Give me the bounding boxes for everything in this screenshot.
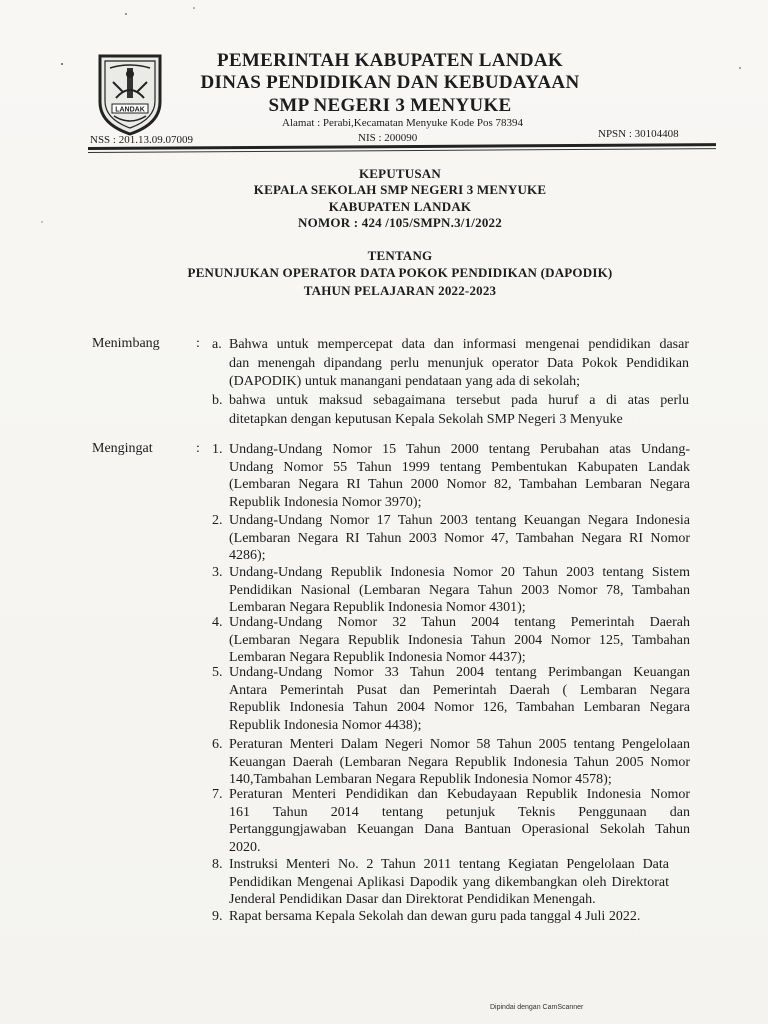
item-line: Undang-Undang Nomor 33 Tahun 2004 tentang Perimbangan Keuangan: [229, 665, 690, 680]
letterhead-nis: NIS : 200090: [358, 132, 418, 144]
decree-number: NOMOR : 424 /105/SMPN.3/1/2022: [298, 215, 502, 230]
item-line: Peraturan Menteri Pendidikan dan Kebudayaan Republik Indonesia Nomor: [229, 787, 690, 802]
scanner-watermark: Dipindai dengan CamScanner: [490, 1004, 584, 1011]
letterhead-nss: NSS : 201.13.09.07009: [90, 134, 193, 146]
letterhead-npsn: NPSN : 30104408: [598, 128, 679, 140]
letterhead-department: DINAS PENDIDIKAN DAN KEBUDAYAAN: [200, 72, 580, 93]
item-line: Bahwa untuk mempercepat data dan informasi mengenai pendidikan dasar: [229, 337, 689, 352]
decree-about: TENTANG: [367, 248, 433, 263]
item-line: Jenderal Pendidikan Dasar dan Direktorat Pendidikan Menengah.: [229, 892, 596, 908]
section-colon: :: [196, 336, 200, 351]
item-line: Pertanggungjawaban Keuangan Dana Bantuan Operasional Sekolah Tahun: [229, 822, 690, 838]
item-marker: 8.: [212, 857, 223, 872]
item-line: Keuangan Daerah (Lembaran Negara Republik Indonesia Tahun 2005 Nomor: [229, 754, 690, 770]
item-line: Lembaran Negara Republik Indonesia Nomor 4437);: [229, 650, 526, 666]
item-marker: 2.: [212, 513, 223, 528]
decree-regency: KABUPATEN LANDAK: [328, 199, 472, 214]
letterhead-school: SMP NEGERI 3 MENYUKE: [268, 95, 512, 116]
item-line: dan menengah dipandang perlu menunjuk operator Data Pokok Pendidikan: [229, 355, 689, 371]
decree-issuer: KEPALA SEKOLAH SMP NEGERI 3 MENYUKE: [253, 182, 547, 197]
letterhead-address: Alamat : Perabi,Kecamatan Menyuke Kode Pos 78394: [282, 117, 524, 129]
emblem-text: LANDAK: [115, 106, 145, 114]
landak-emblem-icon: [96, 52, 164, 136]
section-label-mengingat: Mengingat: [92, 441, 153, 456]
item-marker: 5.: [212, 665, 223, 680]
item-line: (DAPODIK) untuk manangani pendataan yang ada di sekolah;: [229, 374, 581, 389]
item-marker: b.: [212, 393, 223, 408]
item-marker: 3.: [212, 565, 223, 580]
item-line: Republik Indonesia Nomor 4438);: [229, 717, 422, 733]
item-line: Peraturan Menteri Dalam Negeri Nomor 58 Tahun 2005 tentang Pengelolaan: [229, 737, 690, 752]
item-line: Republik Indonesia Nomor 3970);: [229, 494, 422, 510]
item-line: Rapat bersama Kepala Sekolah dan dewan guru pada tanggal 4 Juli 2022.: [229, 909, 641, 924]
item-line: Undang-Undang Nomor 32 Tahun 2004 tentang Pemerintah Daerah: [229, 615, 690, 630]
item-line: Lembaran Negara Republik Indonesia Nomor 4301);: [229, 600, 526, 616]
item-line: Undang-Undang Nomor 15 Tahun 2000 tentang Perubahan atas Undang-: [229, 442, 690, 457]
item-line: 140,Tambahan Lembaran Negara Republik Indonesia Nomor 4578);: [229, 772, 612, 788]
item-line: 161 Tahun 2014 tentang petunjuk Teknis Penggunaan dan: [229, 804, 690, 820]
item-marker: a.: [212, 337, 222, 352]
item-marker: 1.: [212, 442, 223, 457]
item-line: Undang-Undang Republik Indonesia Nomor 20 Tahun 2003 tentang Sistem: [229, 565, 690, 580]
item-line: (Lembaran Negara RI Tahun 2003 Nomor 47, Tambahan Negara RI Nomor: [229, 530, 690, 546]
letterhead-government: PEMERINTAH KABUPATEN LANDAK: [217, 50, 563, 71]
item-line: Undang-Undang Nomor 17 Tahun 2003 tentang Keuangan Negara Indonesia: [229, 513, 690, 528]
item-marker: 4.: [212, 615, 223, 630]
item-marker: 7.: [212, 787, 223, 802]
decree-year: TAHUN PELAJARAN 2022-2023: [303, 283, 497, 298]
section-label-menimbang: Menimbang: [92, 336, 160, 351]
item-line: bahwa untuk maksud sebagaimana tersebut pada huruf a di atas perlu: [229, 393, 689, 408]
item-line: ditetapkan dengan keputusan Kepala Sekolah SMP Negeri 3 Menyuke: [229, 411, 623, 427]
item-line: Instruksi Menteri No. 2 Tahun 2011 tentang Kegiatan Pengelolaan Data: [229, 857, 669, 872]
decree-heading: KEPUTUSAN: [359, 166, 441, 181]
item-line: Antara Pemerintah Pusat dan Pemerintah Daerah ( Lembaran Negara: [229, 682, 690, 698]
item-line: Pendidikan Mengenai Aplikasi Dapodik yang dikembangkan oleh Direktorat: [229, 874, 669, 890]
item-line: 4286);: [229, 548, 266, 564]
item-line: (Lembaran Negara RI Tahun 2000 Nomor 82, Tambahan Lembaran Negara: [229, 477, 690, 493]
item-marker: 9.: [212, 909, 223, 924]
item-line: Republik Indonesia Tahun 2004 Nomor 126, Tambahan Lembaran Negara: [229, 700, 690, 716]
item-line: Undang Nomor 55 Tahun 1999 tentang Pembentukan Kabupaten Landak: [229, 459, 690, 475]
item-line: (Lembaran Negara Republik Indonesia Tahun 2004 Nomor 125, Tambahan: [229, 632, 690, 648]
item-line: 2020.: [229, 839, 261, 855]
item-line: Pendidikan Nasional (Lembaran Negara Tahun 2003 Nomor 78, Tambahan: [229, 582, 690, 598]
section-colon: :: [196, 441, 200, 456]
item-marker: 6.: [212, 737, 223, 752]
decree-subject: PENUNJUKAN OPERATOR DATA POKOK PENDIDIKAN (DAPODIK): [187, 265, 613, 280]
